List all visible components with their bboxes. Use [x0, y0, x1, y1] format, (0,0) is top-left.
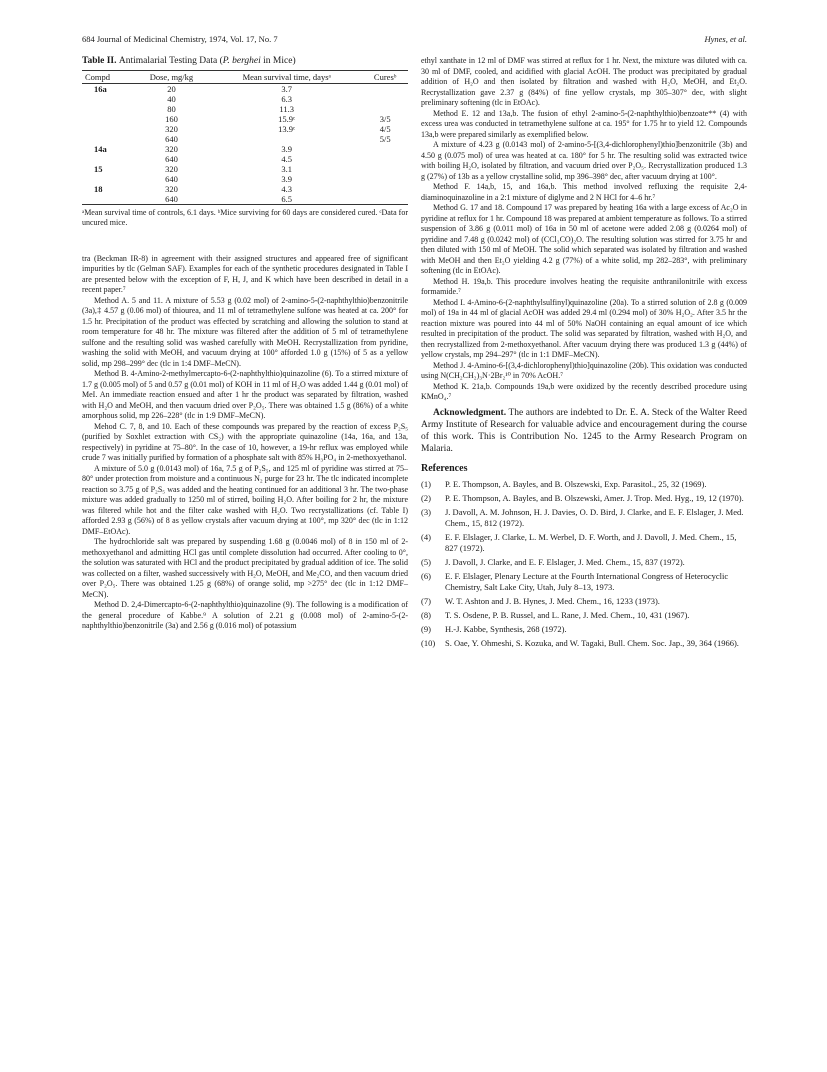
body-paragraph: tra (Beckman IR-8) in agreement with their assigned structures and appeared free of significant impurities by tlc (Gelman SAF). Examples for each of the synthetic procedures designated in Table I are presented below with the exception of F, H, J, and K which have been described in detail in a recent paper.⁷	[82, 253, 408, 294]
table-cell-cures	[362, 94, 408, 104]
table-cell-compd: 18	[94, 183, 103, 194]
table-title: Table II. Antimalarial Testing Data (P. berghei in Mice)	[82, 56, 296, 66]
table-row	[82, 164, 408, 174]
table-cell-mst: 15.9ᶜ	[278, 113, 296, 124]
table-row	[82, 114, 408, 124]
table-cell-mst: 3.9	[281, 173, 293, 184]
table-cell-mst: 4.3	[281, 183, 293, 194]
table-cell-dose: 320	[165, 123, 178, 134]
table-cell-cures	[362, 154, 408, 164]
table-cell-compd: 14a	[94, 143, 107, 154]
table-cell-compd	[82, 174, 132, 184]
table-cell-compd	[82, 134, 132, 144]
reference-item	[421, 596, 747, 607]
reference-item	[421, 493, 747, 504]
table-cell-dose: 80	[167, 103, 176, 114]
table-footnote: ᵃMean survival time of controls, 6.1 days. ᵇMice surviving for 60 days are considered cured. ᶜData for uncured mice.	[82, 207, 408, 227]
table-cell-dose: 640	[165, 193, 178, 204]
reference-number: (1)	[421, 479, 431, 489]
reference-item	[421, 571, 747, 593]
right-body-text	[421, 56, 747, 403]
reference-text: J. Davoll, J. Clarke, and E. F. Elslager, J. Med. Chem., 15, 837 (1972).	[445, 557, 685, 567]
reference-item	[421, 507, 747, 529]
antimalarial-table	[82, 70, 408, 205]
table-cell-mst: 6.5	[281, 193, 293, 204]
reference-text: H.-J. Kabbe, Synthesis, 268 (1972).	[445, 624, 567, 634]
left-body-text	[82, 254, 408, 632]
body-paragraph: A mixture of 4.23 g (0.0143 mol) of 2-amino-5-[(3,4-dichlorophenyl)thio]benzonitrile (3b) and 4.50 g (0.075 mol) of urea was heated at ca. 180° for 5 hr. The resulting solid was extracted twice with boiling H₂O, isolated by filtration, and vacuum dried over P₂O₅. Recrystallization produced 1.3 g (27%) of 13b as a yellow crystalline solid, mp 396–398° dec, after vacuum drying at 100°.	[421, 140, 747, 181]
reference-text: T. S. Osdene, P. B. Russel, and L. Rane, J. Med. Chem., 10, 431 (1967).	[445, 610, 690, 620]
table-cell-mst: 3.9	[281, 143, 293, 154]
header-authors: Hynes, et al.	[704, 34, 747, 44]
acknowledgment	[421, 407, 747, 455]
table-cell-dose: 640	[165, 153, 178, 164]
right-column	[421, 56, 747, 652]
body-paragraph: Method A. 5 and 11. A mixture of 5.53 g (0.02 mol) of 2-amino-5-(2-naphthylthio)benzonitrile (3a),‡ 4.57 g (0.06 mol) of thiourea, and 11 ml of tetramethylene sulfone was heated at ca. 200° for 1.5 hr. Precipitation of the product was effected by scratching and allowing the solution to stand at room temperature for 48 hr. The mixture was filtered after the addition of 5 ml of tetramethylene sulfone and the resulting solid was washed carefully with MeOH. Recrystallization from pyridine, washing the solid with MeOH, and vacuum drying at 100° afforded 1.0 g (15%) of 5 as a yellow solid, mp 298–299° dec (tlc in 1:4 DMF–MeCN).	[82, 295, 408, 368]
table-row	[82, 134, 408, 144]
reference-list	[421, 479, 747, 649]
reference-item	[421, 624, 747, 635]
table-cell-dose: 640	[165, 133, 178, 144]
reference-text: E. F. Elslager, J. Clarke, L. M. Werbel, D. F. Worth, and J. Davoll, J. Med. Chem., 15, 827 (1972).	[445, 532, 737, 553]
reference-text: E. F. Elslager, Plenary Lecture at the Fourth International Congress of Heterocyclic Chemistry, Salt Lake City, Utah, July 8–13, 1973.	[445, 571, 729, 592]
reference-number: (10)	[421, 638, 436, 648]
reference-text: P. E. Thompson, A. Bayles, and B. Olszewski, Amer. J. Trop. Med. Hyg., 19, 12 (1970).	[445, 493, 744, 503]
table-column-header: Compd	[85, 71, 111, 82]
table-cell-dose: 640	[165, 173, 178, 184]
table-cell-cures	[362, 144, 408, 154]
table-cell-cures	[362, 104, 408, 114]
table-cell-cures	[362, 174, 408, 184]
table-cell-mst: 3.7	[281, 83, 293, 94]
reference-text: S. Oae, Y. Ohmeshi, S. Kozuka, and W. Tagaki, Bull. Chem. Soc. Jap., 39, 364 (1966).	[445, 638, 739, 648]
table-cell-cures	[362, 83, 408, 94]
table-cell-mst: 4.5	[281, 153, 293, 164]
acknowledgment-text: The authors are indebted to Dr. E. A. Steck of the Walter Reed Army Institute of Research for valuable advice and encouragement during the course of this work. This is Contribution No. 1245 to the Army Research Program on Malaria.	[421, 407, 747, 454]
reference-item	[421, 638, 747, 649]
table-row	[82, 83, 408, 94]
table-cell-dose: 320	[165, 163, 178, 174]
reference-item	[421, 610, 747, 621]
table-cell-dose: 20	[167, 83, 176, 94]
body-paragraph: Method G. 17 and 18. Compound 17 was prepared by heating 16a with a large excess of Ac₂O in pyridine at reflux for 1 hr. Compound 18 was prepared at ambient temperature as follows. To a stirred suspension of 3.86 g (0.011 mol) of 16a in 50 ml of acetone were added 2.08 g (0.0264 mol) of pyridine and 7.48 g (0.0242 mol) of (CCl₃CO)₂O. The resulting solution was stirred for 3.75 hr and then diluted with 150 ml of MeOH. The solid which separated was isolated by filtration and washed with MeOH and then Et₂O yielding 4.2 g (77%) of a white solid, mp 282–283°, with preliminary softening (tlc in EtOAc).	[421, 203, 747, 275]
reference-number: (2)	[421, 493, 431, 503]
body-paragraph: Mehod C. 7, 8, and 10. Each of these compounds was prepared by the reaction of excess P₂S₅ (purified by Soxhlet extraction with CS₂) with the appropriate quinazoline (14a, 16a, and 13a, respectively) in pyridine at 75–80°. In the case of 10, however, a 19-hr reflux was employed while crude 7 was initially purified by formation of a phosphate salt with 85% H₃PO₄ in 2-methoxyethanol.	[82, 421, 408, 462]
reference-text: P. E. Thompson, A. Bayles, and B. Olszewski, Exp. Parasitol., 25, 32 (1969).	[445, 479, 707, 489]
table-row	[82, 104, 408, 114]
table-column-header: Dose, mg/kg	[149, 71, 194, 82]
body-paragraph: Method K. 21a,b. Compounds 19a,b were oxidized by the recently described procedure using KMnO₄.⁷	[421, 381, 747, 401]
table-cell-dose: 40	[167, 93, 176, 104]
reference-number: (5)	[421, 557, 431, 567]
body-paragraph: ethyl xanthate in 12 ml of DMF was stirred at reflux for 1 hr. Next, the mixture was diluted with ca. 30 ml of DMF, cooled, and acidified with glacial AcOH. The product was precipitated by gradual addition of H₂O and then isolated by filtration and washed with H₂O, MeOH, and Et₂O. Recrystallization gave 2.37 g (84%) of fine yellow crystals, mp 305–307° dec, with slight preliminary softening (tlc in EtOAc).	[421, 56, 747, 107]
table-cell-compd	[82, 114, 132, 124]
body-paragraph: A mixture of 5.0 g (0.0143 mol) of 16a, 7.5 g of P₂S₅, and 125 ml of pyridine was stirred at 75–80° under protection from moisture and a continuous N₂ purge for 23 hr. The tlc indicated incomplete reaction so 3.75 g of P₂S₅ was added and the heating continued for an additional 3 hr. The two-phase mixture was added gradually to 1250 ml of stirred, boiling H₂O. After boiling for 2 hr, the mixture was filtered while hot and the filter cake washed with H₂O. Two recrystallizations (cf. Table I) afforded 2.93 g (56%) of 8 as yellow crystals after vacuum drying at 100°, mp 320° dec (tlc in 1:12 DMF–EtOAc).	[82, 463, 408, 536]
reference-item	[421, 479, 747, 490]
table-cell-dose: 320	[165, 143, 178, 154]
table-cell-compd	[82, 104, 132, 114]
reference-number: (6)	[421, 571, 431, 581]
table-row	[82, 94, 408, 104]
acknowledgment-heading: Acknowledgment.	[433, 407, 507, 418]
body-paragraph: Method E. 12 and 13a,b. The fusion of ethyl 2-amino-5-(2-naphthylthio)benzoate** (4) with excess urea was conducted in tetramethylene sulfone at ca. 195° for 1.75 hr to yield 12. Compounds 13a,b were prepared similarly as exemplified below.	[421, 108, 747, 139]
table-row	[82, 154, 408, 164]
body-paragraph: Method F. 14a,b, 15, and 16a,b. This method involved refluxing the requisite 2,4-diaminoquinazoline in a 2:1 mixture of diglyme and 2 N HCl for 4–6 hr.⁷	[421, 182, 747, 202]
table-cell-cures: 4/5	[379, 123, 391, 134]
table-cell-mst: 11.3	[279, 103, 294, 114]
table-row	[82, 144, 408, 154]
body-paragraph: The hydrochloride salt was prepared by suspending 1.68 g (0.0046 mol) of 8 in 150 ml of 2-methoxyethanol and admitting HCl gas until complete dissolution had occurred. After cooling to 0°, the solution was saturated with HCl and the product precipitated by gradual addition of ice. The solid was collected on a filter, washed successively with H₂O, MeOH, and Me₂CO, and then vacuum dried over P₂O₅. There was obtained 1.25 g (68%) of orange solid, mp >275° dec (tlc in 1:12 DMF–MeCN).	[82, 537, 408, 599]
table-cell-compd: 16a	[94, 83, 107, 94]
header-page-info: 684 Journal of Medicinal Chemistry, 1974, Vol. 17, No. 7	[82, 34, 278, 44]
body-paragraph: Method B. 4-Amino-2-methylmercapto-6-(2-naphthylthio)quinazoline (6). To a stirred mixture of 1.7 g (0.005 mol) of 5 and 0.57 g (0.01 mol) of KOH in 11 ml of H₂O was added 1.44 g (0.01 mol) of MeI. An immediate reaction ensued and after 1 hr the product was separated by filtration, washed with H₂O and MeOH, and then vacuum dried over P₂O₅. There was obtained 1.5 g (86%) of a white amorphous solid, mp 226–228° (tlc in 1:9 DMF–MeCN).	[82, 369, 408, 420]
table-row	[82, 124, 408, 134]
reference-text: J. Davoll, A. M. Johnson, H. J. Davies, O. D. Bird, J. Clarke, and E. F. Elslager, J. Med. Chem., 15, 812 (1972).	[445, 507, 744, 528]
running-header	[82, 34, 747, 48]
table-cell-mst: 6.3	[281, 93, 293, 104]
reference-number: (4)	[421, 532, 431, 542]
reference-number: (9)	[421, 624, 431, 634]
table-cell-cures: 5/5	[379, 133, 391, 144]
table-cell-compd	[82, 154, 132, 164]
table-cell-compd	[82, 124, 132, 134]
reference-number: (7)	[421, 596, 431, 606]
body-paragraph: Method J. 4-Amino-6-[(3,4-dichlorophenyl)thio]quinazoline (20b). This oxidation was conducted using N(CH₂CH₂)₃N·2Br₂¹⁰ in 70% AcOH.⁷	[421, 360, 747, 380]
table-cell-compd	[82, 194, 132, 205]
table-cell-compd: 15	[94, 163, 103, 174]
left-column	[82, 56, 408, 632]
table-cell-mst: 13.9ᶜ	[278, 123, 296, 134]
table-row	[82, 184, 408, 194]
table-cell-cures	[362, 184, 408, 194]
table-block	[82, 56, 408, 228]
reference-item	[421, 532, 747, 554]
reference-number: (8)	[421, 610, 431, 620]
table-cell-dose: 320	[165, 183, 178, 194]
table-cell-cures: 3/5	[379, 113, 391, 124]
table-cell-mst: 3.1	[281, 163, 293, 174]
references-heading: References	[421, 462, 468, 474]
table-column-header: Mean survival time, daysᵃ	[242, 71, 331, 82]
table-cell-cures	[362, 194, 408, 205]
body-paragraph: Method I. 4-Amino-6-(2-naphthylsulfinyl)quinazoline (20a). To a stirred solution of 2.8 g (0.009 mol) of 19a in 44 ml of glacial AcOH was added 29.4 ml (0.294 mol) of 30% H₂O₂. After 3.5 hr the reaction mixture was poured into 44 ml of 50% NaOH containing an equal amount of ice which resulted in precipitation of the product. The solid was separated by filtration, washed with H₂O, and then recrystallized from 2-methoxyethanol. After vacuum drying there was produced 1.3 g (44%) of yellow crystals, mp 294–297° (tlc in 1:1 DMF–MeCN).	[421, 297, 747, 359]
table-cell-dose: 160	[165, 113, 178, 124]
table-cell-mst	[211, 134, 362, 144]
reference-text: W. T. Ashton and J. B. Hynes, J. Med. Chem., 16, 1233 (1973).	[445, 596, 660, 606]
table-cell-cures	[362, 164, 408, 174]
table-column-header: Curesᵇ	[373, 71, 397, 82]
reference-number: (3)	[421, 507, 431, 517]
body-paragraph: Method D. 2,4-Dimercapto-6-(2-naphthylthio)quinazoline (9). The following is a modification of the general procedure of Kabbe.⁹ A solution of 2.21 g (0.008 mol) of 2-amino-5-(2-naphthylthio)benzonitrile (3a) and 2.56 g (0.016 mol) of potassium	[82, 600, 408, 630]
reference-item	[421, 557, 747, 568]
body-paragraph: Method H. 19a,b. This procedure involves heating the requisite anthranilonitrile with excess formamide.⁷	[421, 276, 747, 296]
table-row	[82, 174, 408, 184]
journal-page	[82, 34, 747, 1034]
table-row	[82, 194, 408, 205]
table-cell-compd	[82, 94, 132, 104]
